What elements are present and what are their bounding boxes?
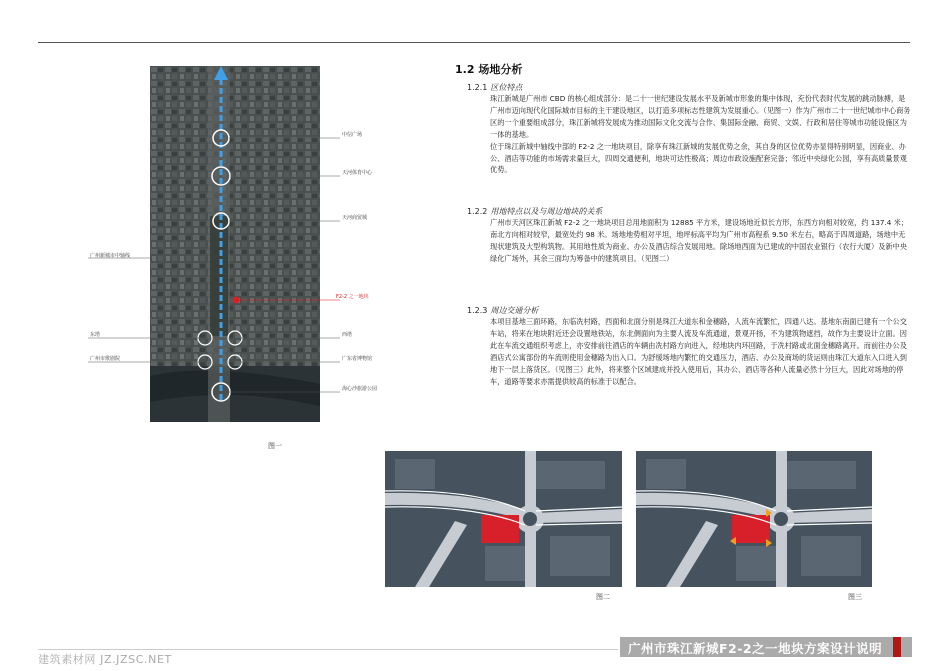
label-museum: 广东省博物馆 bbox=[342, 356, 373, 362]
label-trade: 天河商贸城 bbox=[342, 215, 368, 221]
footer-title: 广州市珠江新城F2-2之一地块方案设计说明 bbox=[628, 641, 883, 656]
figure2-caption: 图二 bbox=[596, 593, 610, 601]
section-title: 1.2 场地分析 bbox=[455, 63, 523, 76]
footer-rule bbox=[38, 649, 618, 650]
s3-paragraph: 本项目基地三面环路，东临冼村路，西面和北面分别是珠江大道东和金穗路，人流车流繁忙，四通八达。基地东南面已建有一个公交车站，将来在地块附近还会设置地铁站，东北侧面向为主要人流及车流通道，景观开扬，不为建筑物遮挡，故作为主要设计立面。因此在车流交通组织考虑上，亦安排前往酒店的车辆由冼村路方向进入，经地块内环回路，于冼村路或北面金穗路离开。而前往办公及酒店式公寓部份的车流则使用金穗路为出入口。为舒缓场地内繁忙的交通压力，酒店、办公及商场的货运则由珠江大道东入口进入到地下一层上落货区。（见图三）此外，将来整个区域建成并投入使用后，其办公、酒店等各种人流量必然十分巨大，因此对场地的停车，道路等要求亦需提供较高的标准于以配合。 bbox=[490, 317, 907, 386]
top-rule bbox=[38, 42, 910, 43]
site-marker bbox=[233, 297, 240, 304]
label-east-tower: 东塔 bbox=[90, 332, 101, 338]
figure3-caption: 图三 bbox=[848, 593, 862, 601]
figure2-map bbox=[385, 451, 622, 587]
figure1-caption: 图一 bbox=[268, 442, 282, 450]
s3-number: 1.2.3 bbox=[467, 306, 488, 315]
label-citic: 中信广场 bbox=[342, 132, 363, 138]
label-sports: 天河体育中心 bbox=[342, 170, 373, 176]
figure3-graphic bbox=[636, 451, 872, 587]
footer-watermark: 建筑素材网 JZ.JZSC.NET bbox=[38, 653, 172, 666]
figure1-satellite-image bbox=[150, 66, 320, 422]
figure3-map bbox=[636, 451, 872, 587]
figure1-graphic bbox=[150, 66, 320, 422]
figure2-graphic bbox=[385, 451, 622, 587]
label-park: 海心沙旅游公园 bbox=[342, 386, 378, 392]
s3-title: 周边交通分析 bbox=[490, 306, 539, 315]
label-opera: 广州市歌剧院 bbox=[90, 356, 121, 362]
s1-body bbox=[490, 93, 912, 176]
s2-number: 1.2.2 bbox=[467, 207, 488, 216]
footer-accent bbox=[893, 637, 901, 657]
s1-paragraph: 位于珠江新城中轴线中部的 F2-2 之一地块项目，除享有珠江新城的发展优势之余，其自身的区位优势亦显得特别明显，因商业、办公、酒店等功能的市场需求量巨大，四周交通便利，地块可达性极高；周边市政设施配套完备；邻近中央绿化公园，享有高质量景观优势。 bbox=[490, 141, 907, 175]
site-block bbox=[732, 515, 770, 543]
s2-body bbox=[490, 217, 912, 265]
label-axis: 广州新城市中轴线 bbox=[90, 253, 131, 259]
label-west-tower: 西塔 bbox=[342, 332, 353, 338]
site-block bbox=[481, 515, 519, 543]
s3-heading bbox=[467, 305, 538, 316]
label-site: F2-2 之一地块 bbox=[336, 294, 369, 300]
s1-title: 区位特点 bbox=[490, 83, 523, 92]
s2-paragraph: 广州市天河区珠江新城 F2-2 之一地块项目总用地面积为 12885 平方米，建设场地近似长方形，东西方向相对较宽，约 137.4 米；南北方向相对较窄，最宽处约 98 米。场地地势相对平坦，地坪标高平均为广州市高程系 9.50 米左右，略高于四周道路，场地中无现状建筑及大型构筑物。其用地性质为商业、办公及酒店综合发展用地。除场地西面为已建成的中国农业银行（农行大厦）及新中央绿化广场外，其余三面均为筹备中的建筑项目。（见图二） bbox=[490, 218, 909, 263]
s2-heading bbox=[467, 206, 602, 217]
s2-title: 用地特点以及与周边地块的关系 bbox=[490, 207, 603, 216]
s1-number: 1.2.1 bbox=[467, 83, 488, 92]
s1-paragraph: 珠江新城是广州市 CBD 的核心组成部分：是二十一世纪建设发展水平及新城市形象的集中体现，充份代表时代发展的跳动脉搏，是广州市迈向现代化国际城市目标的主干建设地区，以打造多项标志性建筑为发展重心。（见图一）作为广州市二十一世纪城市中心商务区的一个重要组成部分，珠江新城将发展成为推动国际文化交流与合作、集国际金融、商贸、文娱、行政和居住等城市功能设施区为一体的基地。 bbox=[490, 94, 911, 139]
s3-body bbox=[490, 316, 912, 387]
s1-heading bbox=[467, 82, 522, 93]
